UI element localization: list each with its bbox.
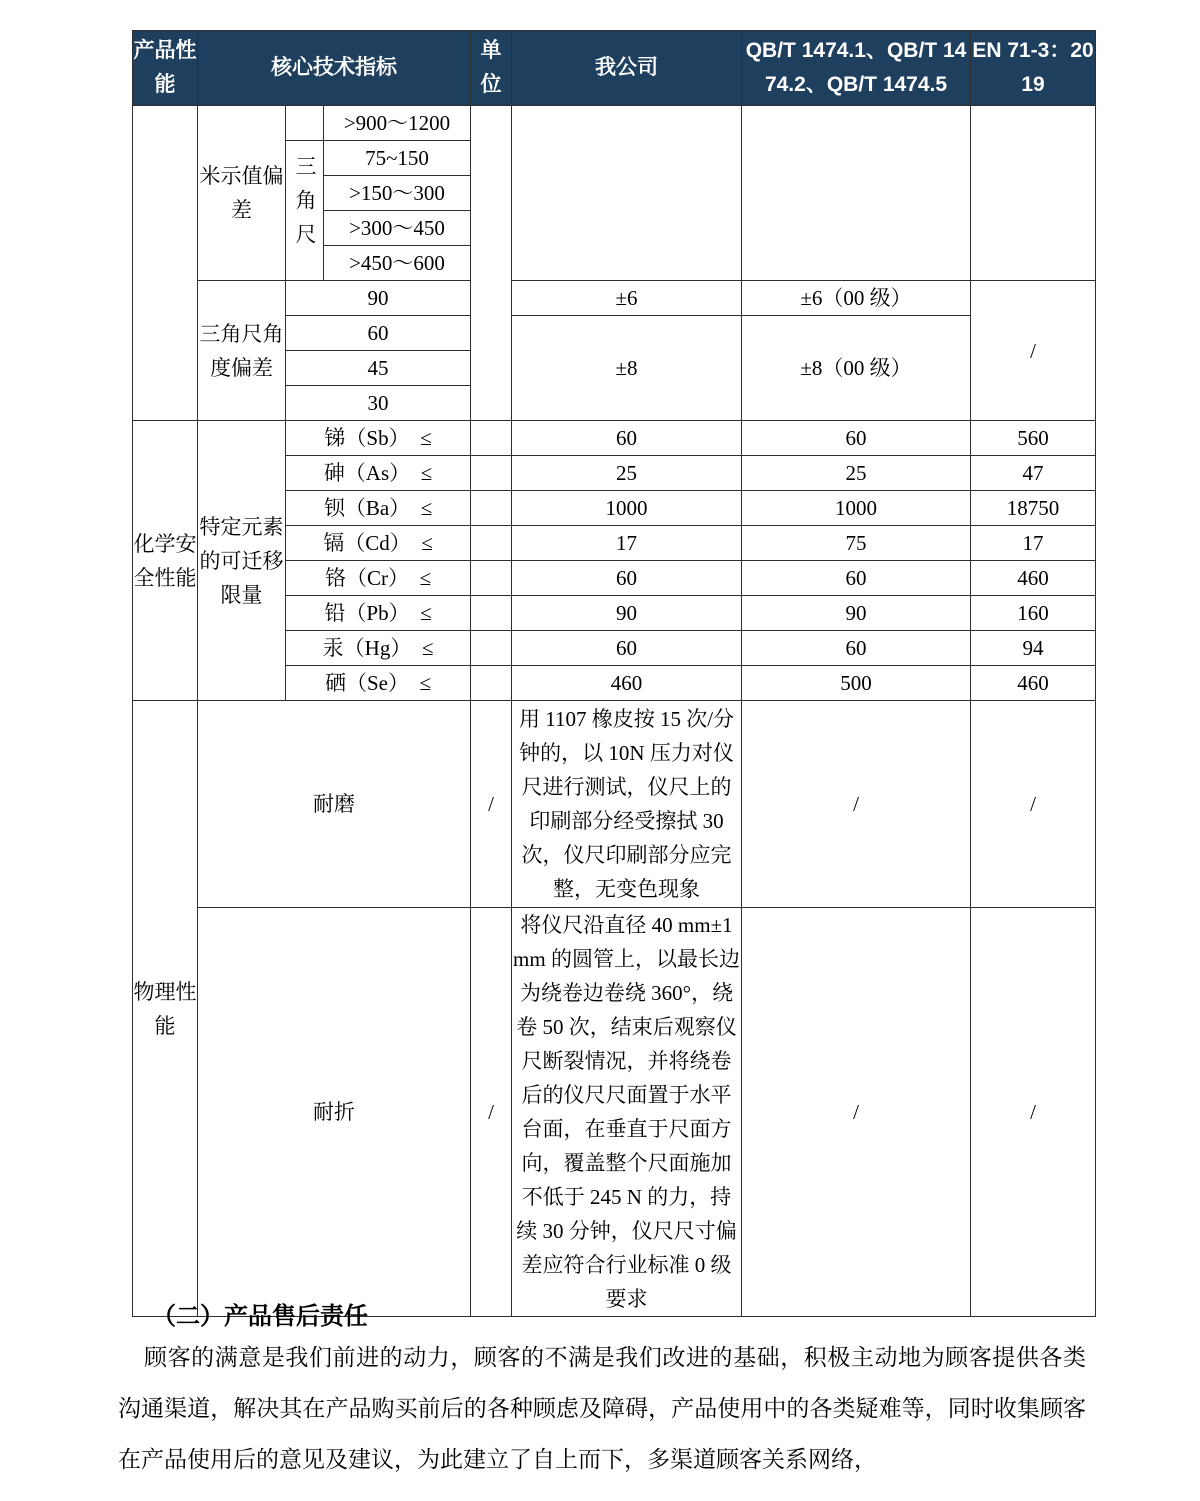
cell-unit-empty	[471, 596, 512, 631]
cell-company-value: 1000	[512, 491, 742, 526]
table-row	[133, 421, 1096, 456]
cell-qbt-value: 60	[742, 561, 971, 596]
cell-triangle-ruler-label	[286, 141, 324, 281]
header-our-company: 我公司	[512, 31, 742, 106]
cell-en-value: /	[971, 908, 1096, 1317]
cell-company-value: 17	[512, 526, 742, 561]
header-core-indicators: 核心技术指标	[198, 31, 471, 106]
cell-company-value: 60	[512, 631, 742, 666]
cell-qbt-value: /	[742, 701, 971, 908]
cell-unit-empty	[471, 491, 512, 526]
cell-en-value: 160	[971, 596, 1096, 631]
cell-qbt-value: 1000	[742, 491, 971, 526]
cell-en-value: 560	[971, 421, 1096, 456]
cell-unit-empty	[471, 631, 512, 666]
cell-en-empty	[971, 106, 1096, 281]
cell-empty	[286, 106, 324, 141]
cell-element: 铬（Cr） ≤	[286, 561, 471, 596]
table-row	[133, 701, 1096, 908]
spec-table	[132, 30, 1096, 1317]
cell-angle: 90	[286, 281, 471, 316]
cell-company-empty	[512, 106, 742, 281]
cell-range: >900～1200	[324, 106, 471, 141]
cell-abrasion-label: 耐磨	[198, 701, 471, 908]
header-unit: 单位	[471, 31, 512, 106]
cell-element: 铅（Pb） ≤	[286, 596, 471, 631]
header-qbt-standard: QB/T 1474.1、QB/T 1474.2、QB/T 1474.5	[742, 31, 971, 106]
cell-qbt-value: 60	[742, 631, 971, 666]
cell-performance-empty	[133, 106, 198, 421]
cell-unit-value: /	[471, 701, 512, 908]
cell-element: 钡（Ba） ≤	[286, 491, 471, 526]
cell-element: 镉（Cd） ≤	[286, 526, 471, 561]
cell-company-value: ±8	[512, 316, 742, 421]
cell-unit-empty	[471, 666, 512, 701]
cell-metric-deviation-label: 米示值偏差	[198, 106, 286, 281]
cell-unit-empty	[471, 456, 512, 491]
after-sale-heading: （二）产品售后责任	[152, 1303, 368, 1330]
cell-company-value: ±6	[512, 281, 742, 316]
cell-range: >450～600	[324, 246, 471, 281]
cell-en-value: 17	[971, 526, 1096, 561]
cell-chemical-safety-category: 化学安全性能	[133, 421, 198, 701]
cell-abrasion-test-description: 用 1107 橡皮按 15 次/分钟的，以 10N 压力对仪尺进行测试，仪尺上的印刷部分经受擦拭 30 次，仪尺印刷部分应完整，无变色现象	[512, 701, 742, 908]
cell-qbt-value: 75	[742, 526, 971, 561]
cell-unit-value: /	[471, 908, 512, 1317]
cell-en-value: 18750	[971, 491, 1096, 526]
cell-angle: 45	[286, 351, 471, 386]
cell-element: 砷（As） ≤	[286, 456, 471, 491]
cell-en-value: /	[971, 701, 1096, 908]
cell-folding-label: 耐折	[198, 908, 471, 1317]
cell-qbt-value: 500	[742, 666, 971, 701]
table-row	[133, 908, 1096, 1317]
after-sale-paragraph: 顾客的满意是我们前进的动力，顾客的不满是我们改进的基础，积极主动地为顾客提供各类沟通渠道，解决其在产品购买前后的各种顾虑及障碍，产品使用中的各类疑难等，同时收集顾客在产品使用后的意见及建议，为此建立了自上而下，多渠道顾客关系网络，	[118, 1345, 1086, 1472]
table-header-row	[133, 31, 1096, 106]
cell-physical-performance-category: 物理性能	[133, 701, 198, 1317]
cell-angle: 60	[286, 316, 471, 351]
cell-angle-deviation-label: 三角尺角度偏差	[198, 281, 286, 421]
cell-unit-empty	[471, 421, 512, 456]
header-product-performance: 产品性能	[133, 31, 198, 106]
table-row	[133, 106, 1096, 141]
cell-unit-empty	[471, 526, 512, 561]
cell-element: 硒（Se） ≤	[286, 666, 471, 701]
cell-company-value: 60	[512, 421, 742, 456]
cell-company-value: 25	[512, 456, 742, 491]
cell-company-value: 460	[512, 666, 742, 701]
cell-element: 锑（Sb） ≤	[286, 421, 471, 456]
cell-qbt-value: ±8（00 级）	[742, 316, 971, 421]
cell-qbt-value: /	[742, 908, 971, 1317]
cell-company-value: 60	[512, 561, 742, 596]
cell-qbt-value: 90	[742, 596, 971, 631]
cell-qbt-value: 25	[742, 456, 971, 491]
cell-qbt-value: 60	[742, 421, 971, 456]
cell-range: >300～450	[324, 211, 471, 246]
cell-element: 汞（Hg） ≤	[286, 631, 471, 666]
cell-migratable-elements-label: 特定元素的可迁移限量	[198, 421, 286, 701]
header-en-standard: EN 71-3：2019	[971, 31, 1096, 106]
cell-en-value: 47	[971, 456, 1096, 491]
cell-en-value: 460	[971, 561, 1096, 596]
table-row	[133, 281, 1096, 316]
cell-en-value: 460	[971, 666, 1096, 701]
cell-unit-empty	[471, 106, 512, 421]
cell-qbt-value: ±6（00 级）	[742, 281, 971, 316]
cell-unit-empty	[471, 561, 512, 596]
cell-range: 75~150	[324, 141, 471, 176]
cell-folding-test-description: 将仪尺沿直径 40 mm±1 mm 的圆管上，以最长边为绕卷边卷绕 360°，绕卷 50 次，结束后观察仪尺断裂情况，并将绕卷后的仪尺尺面置于水平台面，在垂直于尺面方向，覆盖整个尺面施加不低于 245 N 的力，持续 30 分钟，仪尺尺寸偏差应符合行业标准 0 级要求	[512, 908, 742, 1317]
cell-en-value: 94	[971, 631, 1096, 666]
triangle-ruler-vertical-text: 三角尺	[293, 154, 317, 257]
cell-range: >150～300	[324, 176, 471, 211]
cell-qbt-empty	[742, 106, 971, 281]
cell-company-value: 90	[512, 596, 742, 631]
cell-angle: 30	[286, 386, 471, 421]
cell-en-value: /	[971, 281, 1096, 421]
